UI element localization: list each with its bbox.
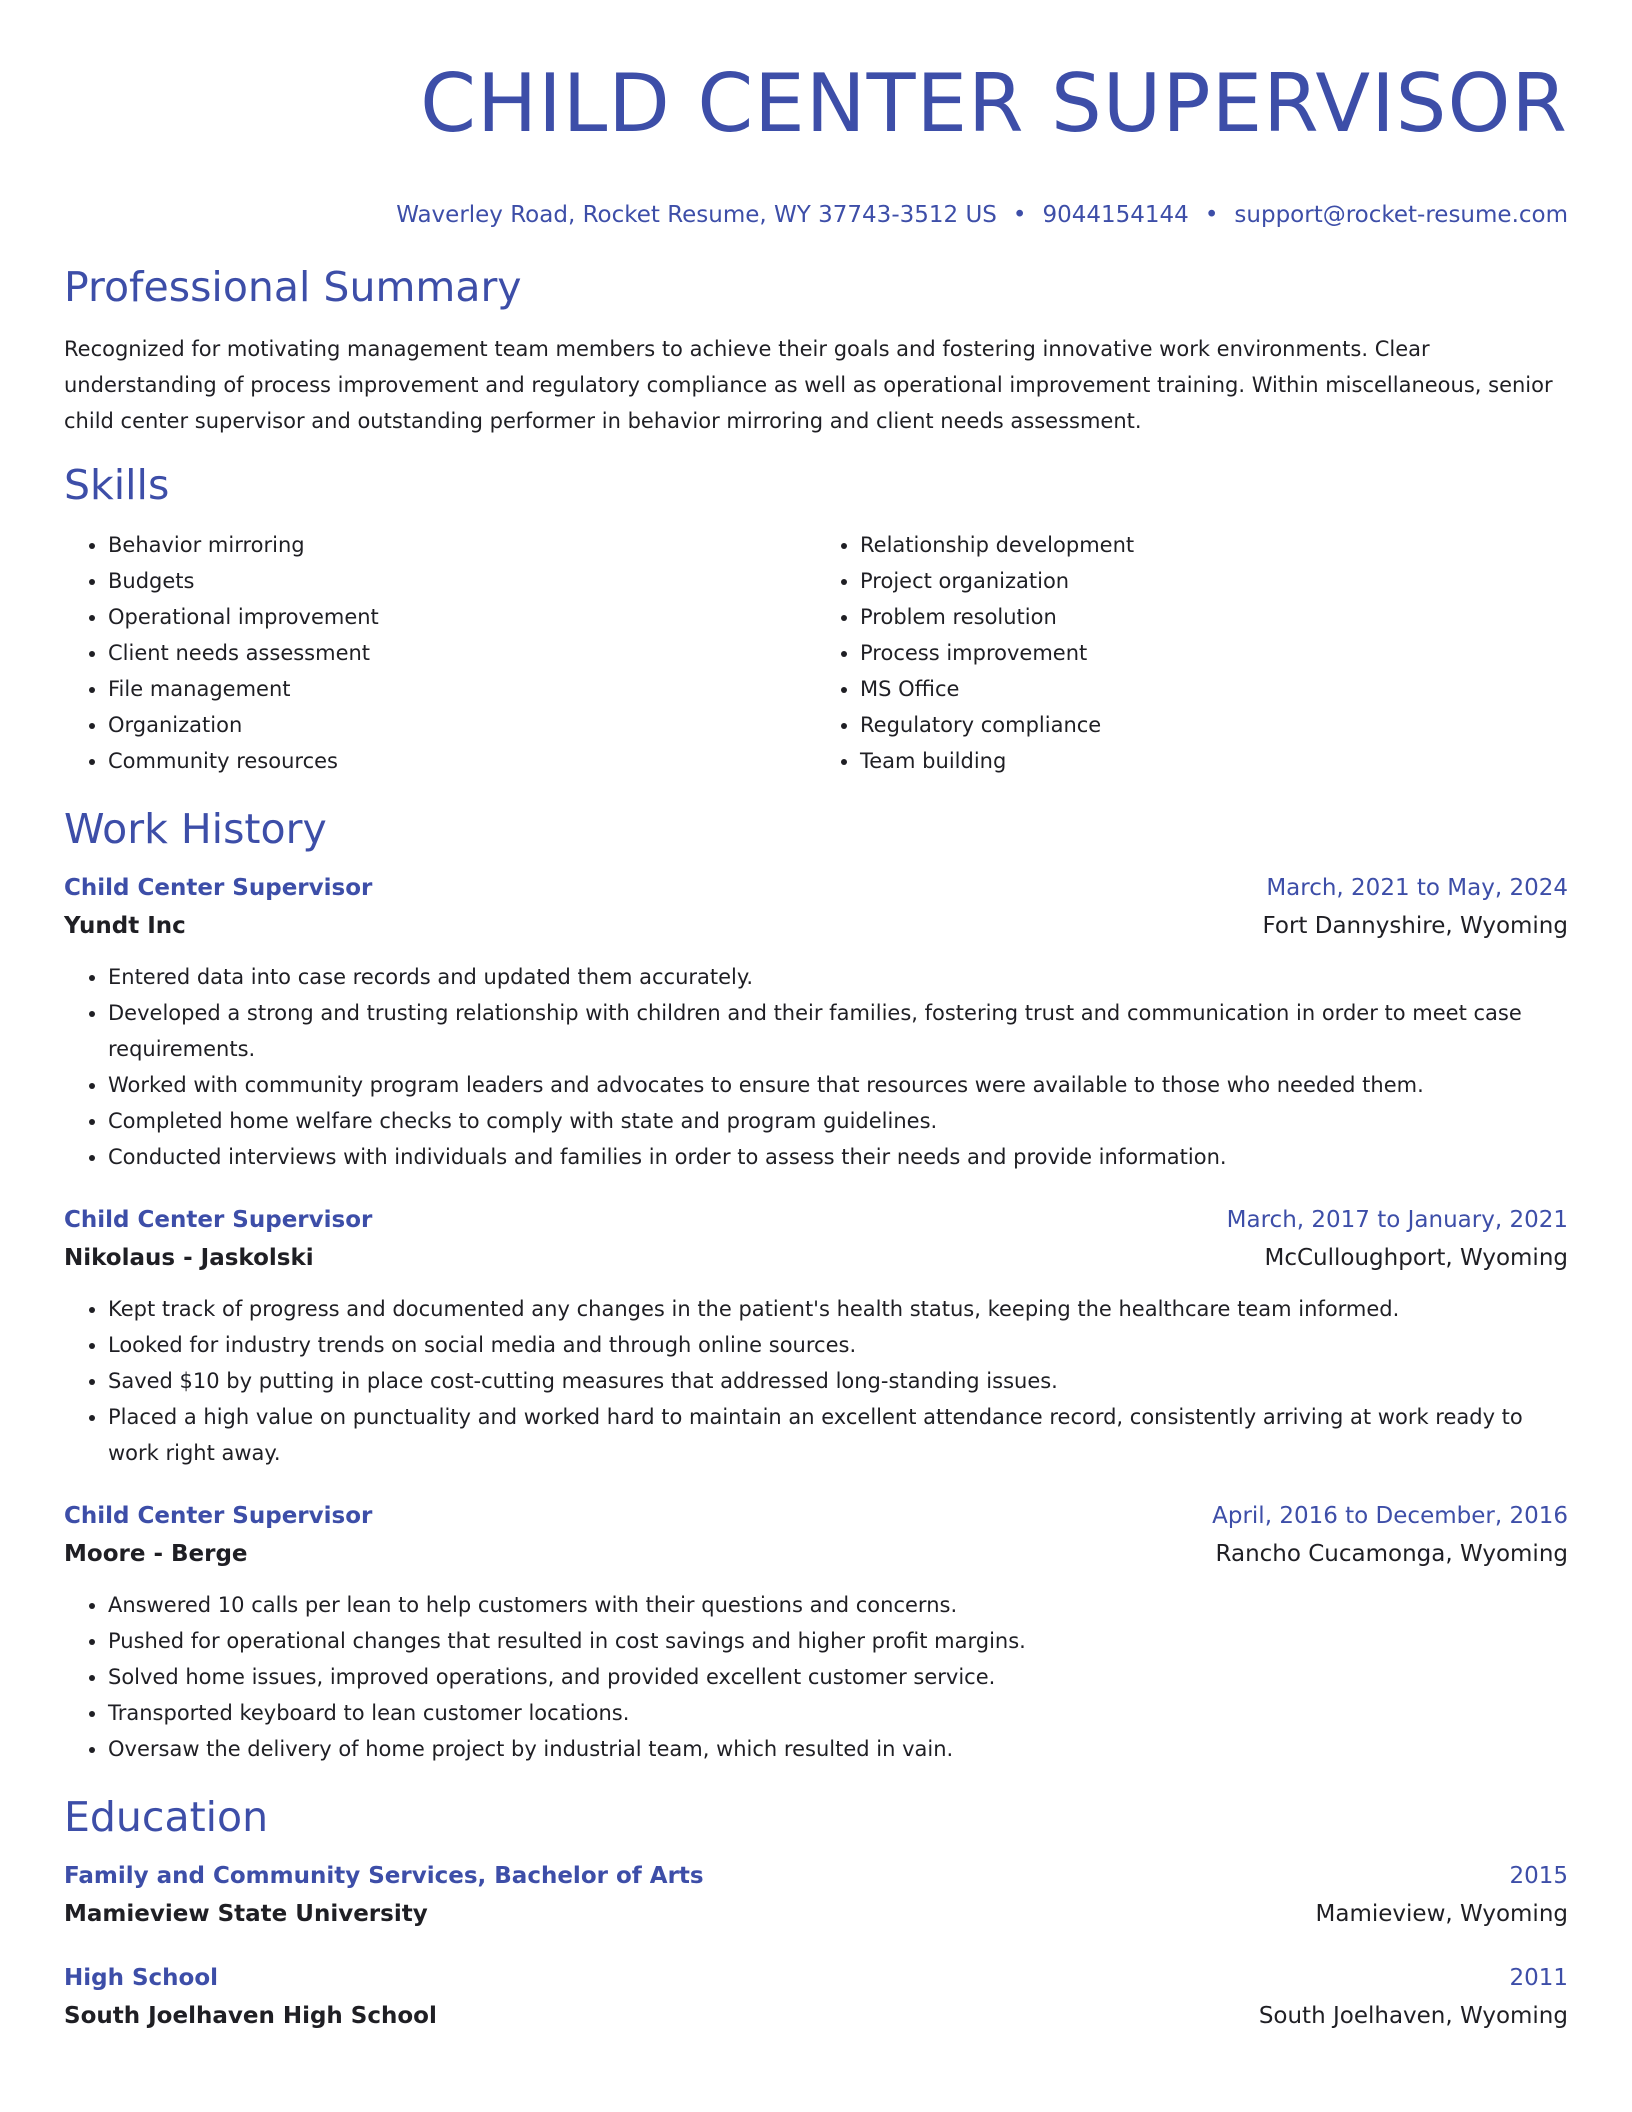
job-bullet: • Saved $10 by putting in place cost-cutting measures that addressed long-standing issues. (108, 1363, 1568, 1399)
skills-list-left (64, 527, 816, 779)
job-entry (64, 1497, 1568, 1767)
job-bullet: • Completed home welfare checks to comply with state and program guidelines. (108, 1103, 1568, 1139)
email-link[interactable]: support@rocket-resume.com (1234, 202, 1568, 228)
skill-item: • Behavior mirroring (108, 527, 816, 563)
skill-item: • Project organization (860, 563, 1568, 599)
skills-section (64, 457, 1568, 779)
job-bullet: • Developed a strong and trusting relationship with children and their families, fostering trust and communication in order to meet case requirements. (108, 995, 1568, 1067)
contact-line (64, 200, 1568, 230)
skill-item: • Team building (860, 743, 1568, 779)
job-subheader (64, 1535, 1568, 1573)
education-entry (64, 1857, 1568, 1933)
job-bullets (64, 1291, 1568, 1471)
skill-item: • Budgets (108, 563, 816, 599)
job-bullet: • Transported keyboard to lean customer locations. (108, 1695, 1568, 1731)
education-subheader (64, 1895, 1568, 1933)
job-bullet: • Placed a high value on punctuality and worked hard to maintain an excellent attendance record, consistently arriving at work ready to work right away. (108, 1399, 1568, 1471)
job-company: Yundt Inc (64, 913, 186, 939)
job-header (64, 1201, 1568, 1239)
skill-item: • Community resources (108, 743, 816, 779)
work-history-section (64, 801, 1568, 1767)
skill-item: • Problem resolution (860, 599, 1568, 635)
skill-item: • File management (108, 671, 816, 707)
skill-item: • Relationship development (860, 527, 1568, 563)
summary-text: Recognized for motivating management team members to achieve their goals and fostering innovative work environments. Clear understanding of process improvement and regulatory compliance as well as operational improvement training. Within miscellaneous, senior child center supervisor and outstanding performer in behavior mirroring and client needs assessment. (64, 337, 1553, 433)
job-bullet: • Kept track of progress and documented any changes in the patient's health status, keeping the healthcare team informed. (108, 1291, 1568, 1327)
job-dates: March, 2021 to May, 2024 (1266, 875, 1568, 901)
separator-dot: • (1204, 202, 1219, 228)
education-location: South Joelhaven, Wyoming (1258, 2003, 1568, 2029)
job-title: Child Center Supervisor (64, 875, 373, 901)
education-degree: Family and Community Services, Bachelor of Arts (64, 1863, 704, 1889)
job-header (64, 869, 1568, 907)
job-location: Fort Dannyshire, Wyoming (1262, 913, 1568, 939)
separator-dot: • (1012, 202, 1027, 228)
skill-item: • Regulatory compliance (860, 707, 1568, 743)
skill-item: • Client needs assessment (108, 635, 816, 671)
skill-item: • Operational improvement (108, 599, 816, 635)
job-title: Child Center Supervisor (64, 1207, 373, 1233)
job-bullet: • Worked with community program leaders and advocates to ensure that resources were available to those who needed them. (108, 1067, 1568, 1103)
skills-list-right (816, 527, 1568, 779)
job-company: Moore - Berge (64, 1541, 248, 1567)
job-bullet: • Answered 10 calls per lean to help customers with their questions and concerns. (108, 1587, 1568, 1623)
job-bullet: • Entered data into case records and updated them accurately. (108, 959, 1568, 995)
job-location: Rancho Cucamonga, Wyoming (1215, 1541, 1568, 1567)
education-heading: Education (64, 1793, 269, 1841)
job-bullet: • Oversaw the delivery of home project by industrial team, which resulted in vain. (108, 1731, 1568, 1767)
job-bullet: • Pushed for operational changes that resulted in cost savings and higher profit margins. (108, 1623, 1568, 1659)
address-text: Waverley Road, Rocket Resume, WY 37743-3512 US (396, 202, 997, 228)
education-header (64, 1857, 1568, 1895)
education-school: South Joelhaven High School (64, 2003, 437, 2029)
job-entry (64, 869, 1568, 1175)
phone-text: 9044154144 (1042, 202, 1189, 228)
summary-heading: Professional Summary (64, 263, 522, 311)
education-degree: High School (64, 1965, 219, 1991)
education-school: Mamieview State University (64, 1901, 428, 1927)
summary-section (64, 259, 1568, 439)
skills-columns (64, 527, 1568, 779)
education-entry (64, 1959, 1568, 2035)
job-dates: March, 2017 to January, 2021 (1226, 1207, 1568, 1233)
job-bullets (64, 959, 1568, 1175)
education-section (64, 1789, 1568, 2035)
job-bullet: • Conducted interviews with individuals and families in order to assess their needs and provide information. (108, 1139, 1568, 1175)
education-year: 2015 (1509, 1863, 1568, 1889)
education-header (64, 1959, 1568, 1997)
job-bullet: • Solved home issues, improved operations, and provided excellent customer service. (108, 1659, 1568, 1695)
skill-item: • Organization (108, 707, 816, 743)
job-bullets (64, 1587, 1568, 1767)
job-subheader (64, 1239, 1568, 1277)
candidate-name: CHILD CENTER SUPERVISOR (420, 57, 1568, 150)
job-subheader (64, 907, 1568, 945)
job-bullet: • Looked for industry trends on social media and through online sources. (108, 1327, 1568, 1363)
education-subheader (64, 1997, 1568, 2035)
job-header (64, 1497, 1568, 1535)
skill-item: • MS Office (860, 671, 1568, 707)
skill-item: • Process improvement (860, 635, 1568, 671)
job-location: McCulloughport, Wyoming (1264, 1245, 1568, 1271)
job-entry (64, 1201, 1568, 1471)
work-history-heading: Work History (64, 805, 327, 853)
education-location: Mamieview, Wyoming (1315, 1901, 1568, 1927)
job-company: Nikolaus - Jaskolski (64, 1245, 314, 1271)
education-year: 2011 (1509, 1965, 1568, 1991)
job-title: Child Center Supervisor (64, 1503, 373, 1529)
job-dates: April, 2016 to December, 2016 (1212, 1503, 1568, 1529)
skills-heading: Skills (64, 461, 170, 509)
